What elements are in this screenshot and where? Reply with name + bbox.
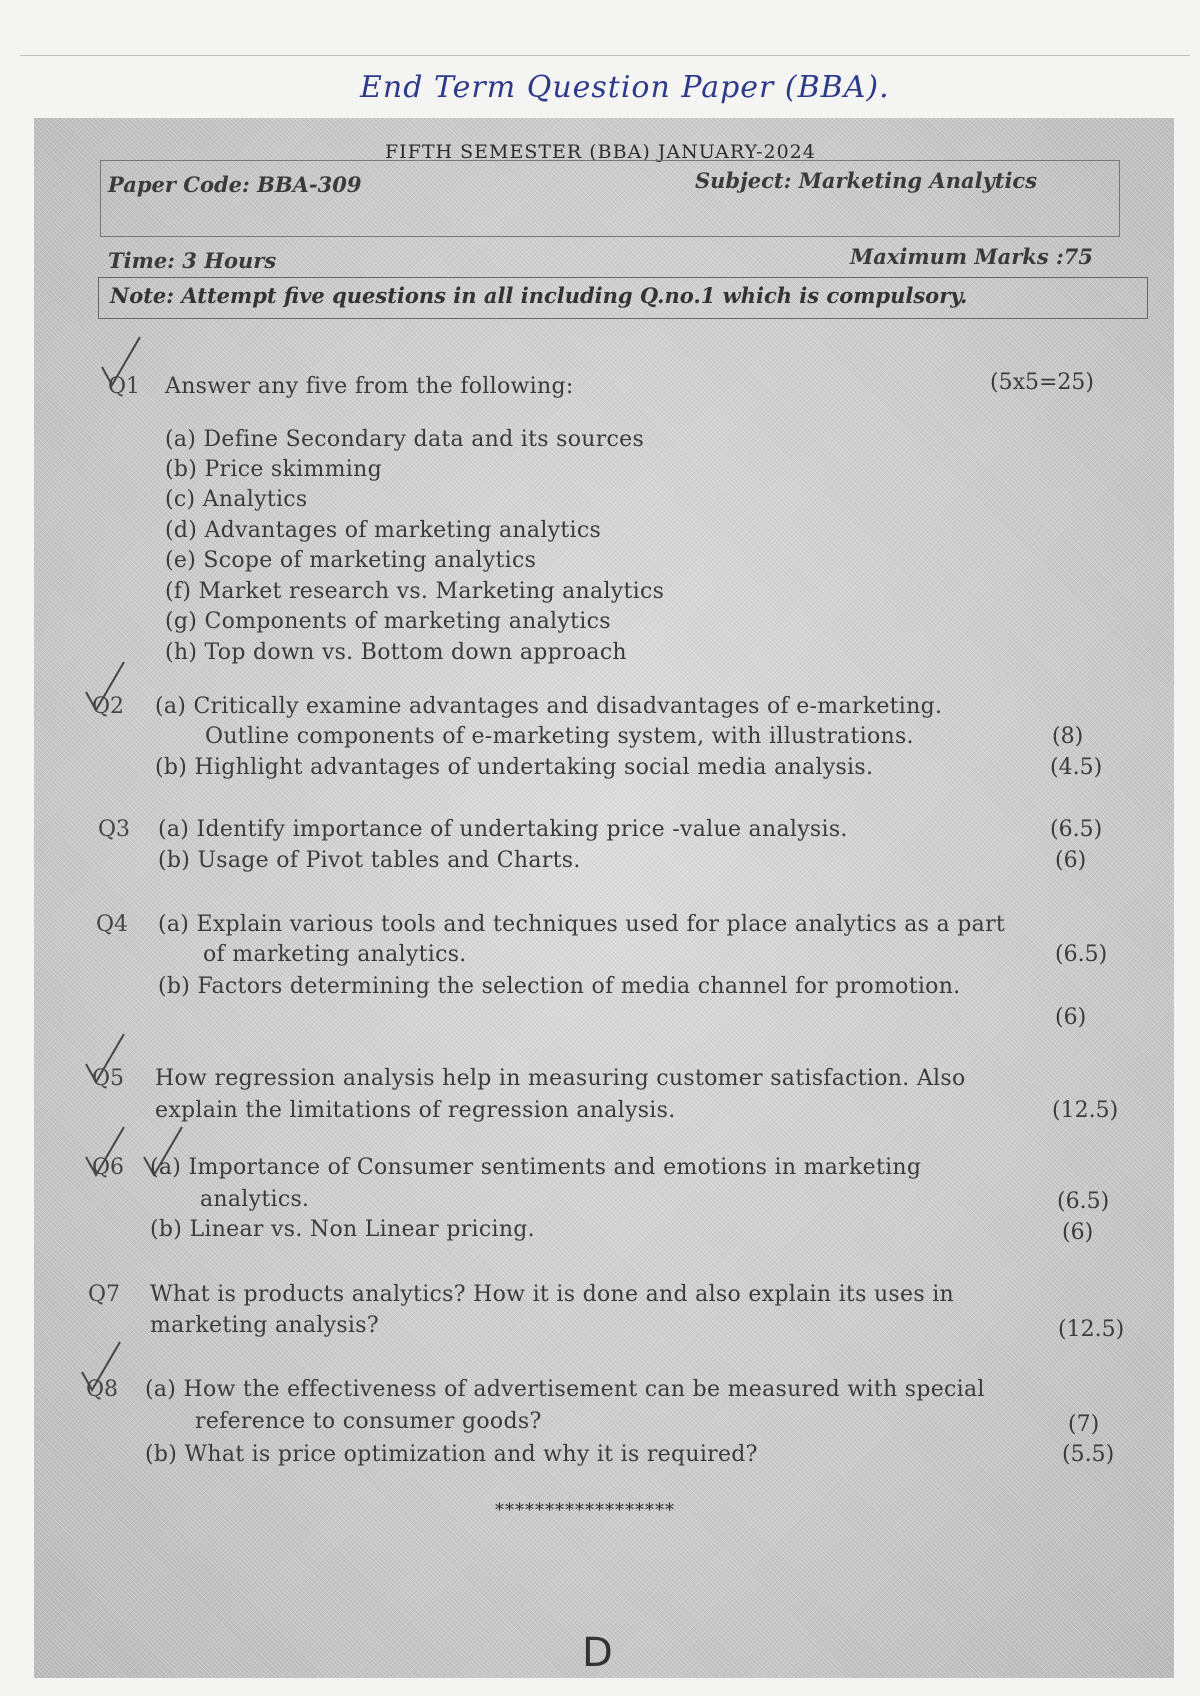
question-number: Q8	[86, 1377, 119, 1402]
question-text: marketing analysis?	[150, 1313, 379, 1338]
time-allowed: Time: 3 Hours	[108, 248, 277, 273]
question-text: Outline components of e-marketing system, with illustrations.	[205, 724, 914, 749]
question-number: Q5	[92, 1066, 125, 1091]
question-text: (a) Explain various tools and techniques used for place analytics as a part	[158, 912, 1006, 937]
question-marks: (6)	[1062, 1220, 1094, 1245]
question-number: Q7	[88, 1282, 121, 1307]
list-item: (g) Components of marketing analytics	[165, 609, 611, 634]
question-text: (b) Usage of Pivot tables and Charts.	[158, 848, 581, 873]
list-item: (c) Analytics	[165, 487, 308, 512]
question-text: (b) Linear vs. Non Linear pricing.	[150, 1217, 535, 1242]
question-number: Q2	[92, 694, 125, 719]
question-text: (b) What is price optimization and why it is required?	[145, 1442, 758, 1467]
question-text: What is products analytics? How it is done and also explain its uses in	[150, 1282, 955, 1307]
question-number: Q4	[96, 912, 129, 937]
list-item: (a) Define Secondary data and its sources	[165, 427, 645, 452]
question-marks: (4.5)	[1050, 755, 1103, 780]
question-marks: (6.5)	[1055, 942, 1108, 967]
top-rule	[20, 55, 1190, 56]
list-item: (h) Top down vs. Bottom down approach	[165, 640, 627, 665]
question-marks: (8)	[1052, 724, 1084, 749]
maximum-marks: Maximum Marks :75	[850, 244, 1093, 269]
paper-code: Paper Code: BBA-309	[108, 172, 362, 197]
semester-title: FIFTH SEMESTER (BBA) JANUARY-2024	[385, 141, 816, 163]
question-text: Answer any five from the following:	[165, 374, 574, 399]
question-marks: (12.5)	[1052, 1098, 1119, 1123]
question-text: (b) Highlight advantages of undertaking social media analysis.	[155, 755, 874, 780]
question-text: reference to consumer goods?	[195, 1409, 542, 1434]
handwritten-mark: D	[582, 1630, 613, 1676]
question-text: of marketing analytics.	[203, 942, 467, 967]
question-marks: (6)	[1055, 1005, 1087, 1030]
list-item: (b) Price skimming	[165, 457, 382, 482]
question-text: (a) How the effectiveness of advertisement can be measured with special	[145, 1377, 985, 1402]
question-number: Q6	[92, 1155, 125, 1180]
question-text: (b) Factors determining the selection of media channel for promotion.	[158, 974, 961, 999]
question-marks: (6.5)	[1050, 817, 1103, 842]
list-item: (e) Scope of marketing analytics	[165, 548, 537, 573]
question-number: Q1	[108, 374, 141, 399]
list-item: (f) Market research vs. Marketing analytics	[165, 579, 665, 604]
question-text: (a) Identify importance of undertaking price -value analysis.	[158, 817, 848, 842]
question-marks: (12.5)	[1058, 1317, 1125, 1342]
question-text: analytics.	[200, 1187, 310, 1212]
question-text: (a) Critically examine advantages and disadvantages of e-marketing.	[155, 694, 943, 719]
question-number: Q3	[98, 817, 131, 842]
handwritten-annotation: End Term Question Paper (BBA).	[360, 70, 890, 105]
question-text: (a) Importance of Consumer sentiments and emotions in marketing	[150, 1155, 922, 1180]
end-of-paper-stars: ******************	[495, 1500, 675, 1521]
question-marks: (5.5)	[1062, 1442, 1115, 1467]
question-marks: (5x5=25)	[990, 370, 1094, 395]
question-text: explain the limitations of regression analysis.	[155, 1098, 676, 1123]
question-marks: (6)	[1055, 848, 1087, 873]
subject: Subject: Marketing Analytics	[695, 168, 1038, 193]
question-marks: (6.5)	[1057, 1189, 1110, 1214]
instructions-note: Note: Attempt five questions in all including Q.no.1 which is compulsory.	[110, 283, 968, 308]
question-text: How regression analysis help in measuring customer satisfaction. Also	[155, 1066, 966, 1091]
list-item: (d) Advantages of marketing analytics	[165, 518, 602, 543]
question-marks: (7)	[1068, 1412, 1100, 1437]
